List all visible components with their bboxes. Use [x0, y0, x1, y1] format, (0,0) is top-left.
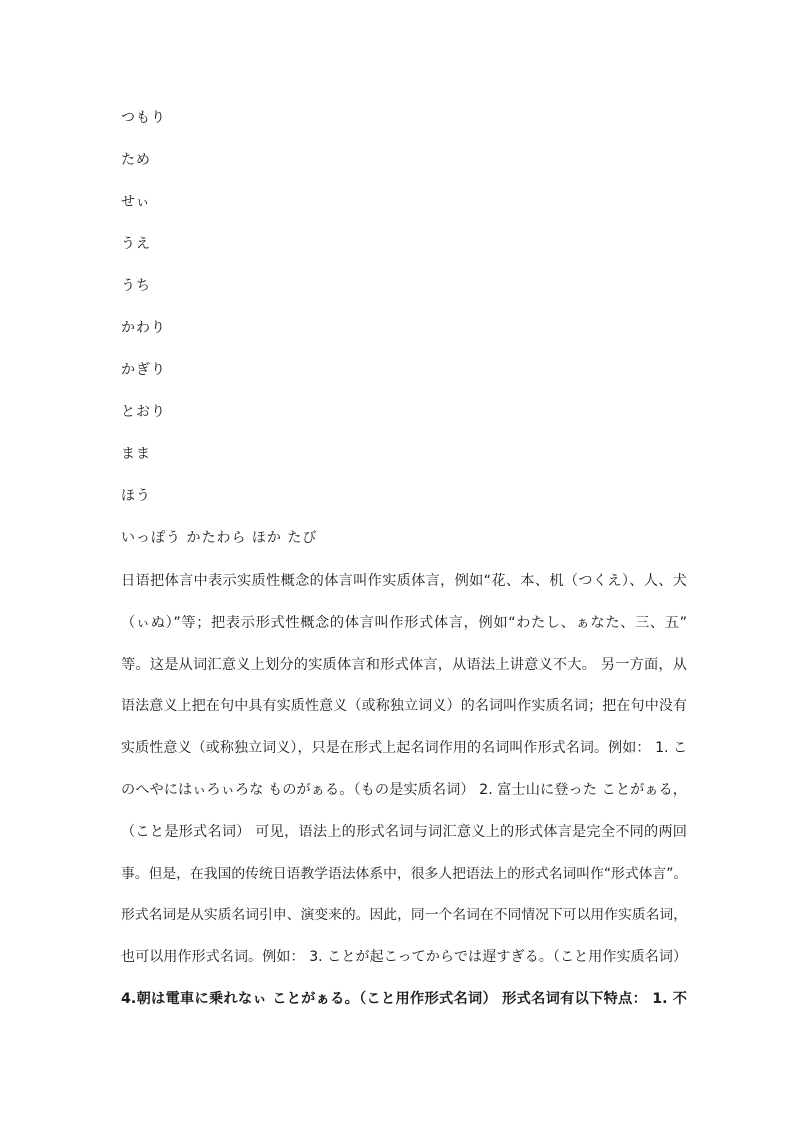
word-item: かわり	[121, 320, 166, 336]
paragraph-line: 日语把体言中表示实质性概念的体言叫作实质体言，例如“花、本、机（つくえ）、人、犬	[121, 573, 687, 589]
paragraph-line: のへやにはぃろぃろな ものがぁる。（もの是实质名词） 2. 富士山に登った ことがぁる，	[121, 781, 687, 798]
word-item: いっぽう かたわら ほか たび	[121, 530, 318, 546]
word-item: うえ	[121, 236, 151, 252]
formal-noun-word-list	[121, 106, 681, 568]
paragraph-line: 语法意义上把在句中具有实质性意义（或称独立词义）的名词叫作实质名词；把在句中没有	[121, 698, 687, 715]
paragraph-line: 形式名词是从实质名词引申、演变来的。因此，同一个名词在不同情况下可以用作实质名词，	[121, 907, 687, 924]
word-item: とおり	[121, 404, 166, 420]
word-item: ほう	[121, 488, 151, 504]
paragraph-line: 事。但是，在我国的传统日语教学语法体系中，很多人把语法上的形式名词叫作“形式体言”。	[121, 865, 688, 882]
paragraph-line: 等。这是从词汇意义上划分的实质体言和形式体言，从语法上讲意义不大。 另一方面，从	[121, 656, 687, 673]
paragraph-line: （こと是形式名词） 可见，语法上的形式名词与词汇意义上的形式体言是完全不同的两回	[121, 823, 687, 840]
word-item: かぎり	[121, 362, 166, 378]
paragraph-line: 实质性意义（或称独立词义），只是在形式上起名词作用的名词叫作形式名词。例如： 1. こ	[121, 740, 687, 757]
word-item: まま	[121, 446, 151, 462]
word-item: つもり	[121, 110, 166, 126]
word-item: せぃ	[121, 194, 151, 210]
paragraph-line: 也可以用作形式名词。例如： 3. ことが起こってからでは遅すぎる。（こと用作实质名词）	[121, 949, 687, 966]
word-item: うち	[121, 278, 151, 294]
explanation-paragraph	[121, 567, 687, 1027]
paragraph-line: （ぃぬ）”等；把表示形式性概念的体言叫作形式体言，例如“わたし、ぁなた、三、五”	[121, 614, 687, 631]
word-item: ため	[121, 152, 151, 168]
paragraph-line: 4.朝は電車に乗れなぃ ことがぁる。（こと用作形式名词） 形式名词有以下特点： 1. 不	[121, 990, 687, 1007]
